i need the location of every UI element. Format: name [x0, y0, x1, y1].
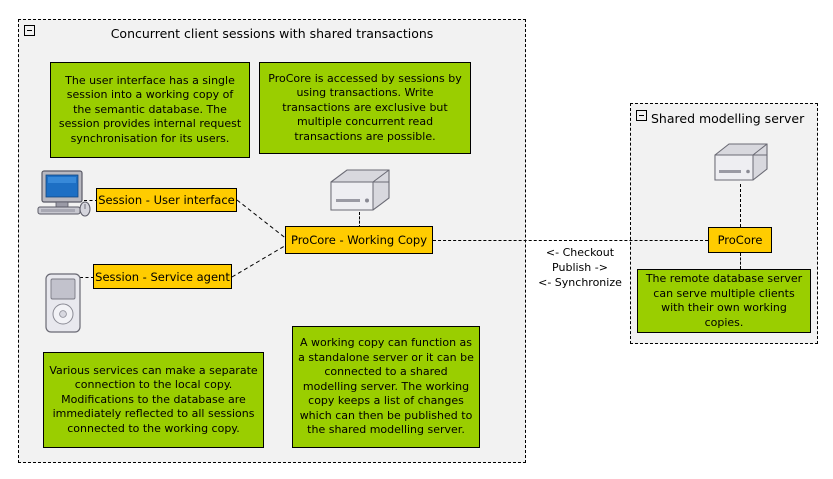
box-session-service-agent-label: Session - Service agent — [95, 269, 230, 284]
connector-working-copy-to-server — [433, 240, 708, 241]
note-remote-database — [637, 269, 811, 333]
connector-procore-server-to-note — [740, 253, 741, 269]
box-procore-working-copy[interactable] — [285, 226, 433, 254]
frame-server-title: Shared modelling server — [651, 111, 805, 126]
database-server-icon — [710, 140, 772, 184]
link-label-line3: <- Synchronize — [538, 276, 622, 289]
link-label-checkout-publish-synchronize — [528, 245, 632, 290]
portable-device-icon — [42, 272, 84, 334]
database-server-icon — [325, 166, 395, 214]
box-procore-working-copy-label: ProCore - Working Copy — [290, 233, 428, 247]
note-procore-transactions-text: ProCore is accessed by sessions by using transactions. Write transactions are exclusive but multiple concurrent read transactions are possible. — [268, 71, 462, 143]
note-user-interface — [50, 62, 250, 158]
note-working-copy — [292, 326, 480, 448]
box-session-user-interface[interactable] — [96, 188, 237, 212]
note-remote-database-text: The remote database server can serve multiple clients with their own working copies. — [645, 272, 803, 329]
note-procore-transactions — [259, 62, 471, 154]
frame-main-title: Concurrent client sessions with shared transactions — [110, 26, 434, 41]
connector-db-to-procore-server — [740, 184, 741, 227]
note-various-services-text: Various services can make a separate connection to the local copy. Modifications to the database are immediately reflected to all sessions connected to the working copy. — [49, 363, 258, 435]
box-procore-server[interactable] — [708, 227, 772, 253]
box-session-service-agent[interactable] — [93, 264, 232, 289]
desktop-computer-icon — [36, 168, 92, 224]
note-user-interface-text: The user interface has a single session into a working copy of the semantic database. The session provides internal request synchronisation for its users. — [58, 73, 242, 145]
link-label-line2: Publish -> — [552, 261, 608, 274]
note-various-services — [43, 352, 264, 448]
note-working-copy-text: A working copy can function as a standalone server or it can be connected to a shared modelling server. The working copy keeps a list of changes which can then be published to the shared modelling server. — [298, 336, 474, 437]
link-label-line1: <- Checkout — [545, 246, 615, 259]
box-session-user-interface-label: Session - User interface — [98, 193, 235, 207]
box-procore-server-label: ProCore — [717, 233, 763, 247]
